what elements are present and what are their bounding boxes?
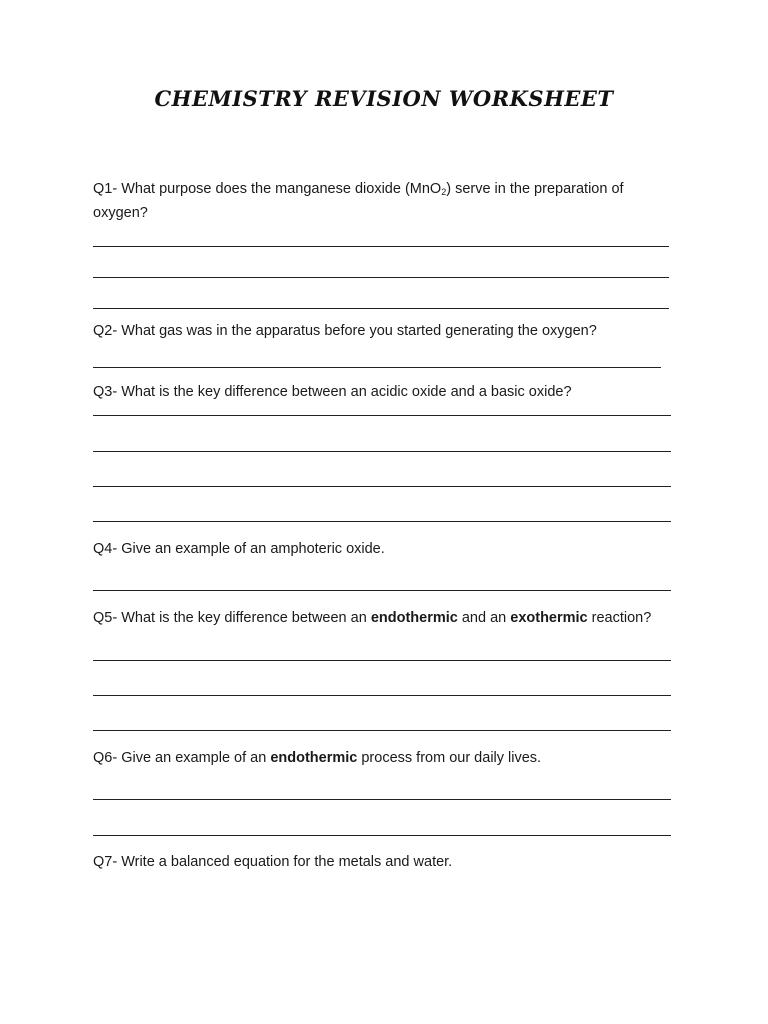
answer-line-q3-2[interactable]	[93, 451, 671, 452]
worksheet-title: CHEMISTRY REVISION WORKSHEET	[154, 86, 614, 111]
question-2: Q2- What gas was in the apparatus before you started generating the oxygen?	[93, 323, 597, 339]
question-3: Q3- What is the key difference between an acidic oxide and a basic oxide?	[93, 384, 572, 400]
answer-line-q5-2[interactable]	[93, 695, 671, 696]
answer-line-q1-1[interactable]	[93, 246, 669, 247]
answer-line-q1-2[interactable]	[93, 277, 669, 278]
answer-line-q3-4[interactable]	[93, 521, 671, 522]
answer-line-q5-3[interactable]	[93, 730, 671, 731]
question-4: Q4- Give an example of an amphoteric oxide.	[93, 541, 385, 557]
question-5: Q5- What is the key difference between an endothermic and an exothermic reaction?	[93, 610, 652, 626]
answer-line-q3-3[interactable]	[93, 486, 671, 487]
answer-line-q1-3[interactable]	[93, 308, 669, 309]
answer-line-q4-1[interactable]	[93, 590, 671, 591]
answer-line-q3-1[interactable]	[93, 415, 671, 416]
question-1: Q1- What purpose does the manganese dioxide (MnO$_2$) serve in the preparation of oxygen?	[93, 181, 624, 221]
question-6: Q6- Give an example of an endothermic process from our daily lives.	[93, 750, 542, 766]
answer-line-q5-1[interactable]	[93, 660, 671, 661]
question-7: Q7- Write a balanced equation for the metals and water.	[93, 854, 453, 870]
answer-line-q2-1[interactable]	[93, 367, 661, 368]
answer-line-q6-2[interactable]	[93, 835, 671, 836]
answer-line-q6-1[interactable]	[93, 799, 671, 800]
